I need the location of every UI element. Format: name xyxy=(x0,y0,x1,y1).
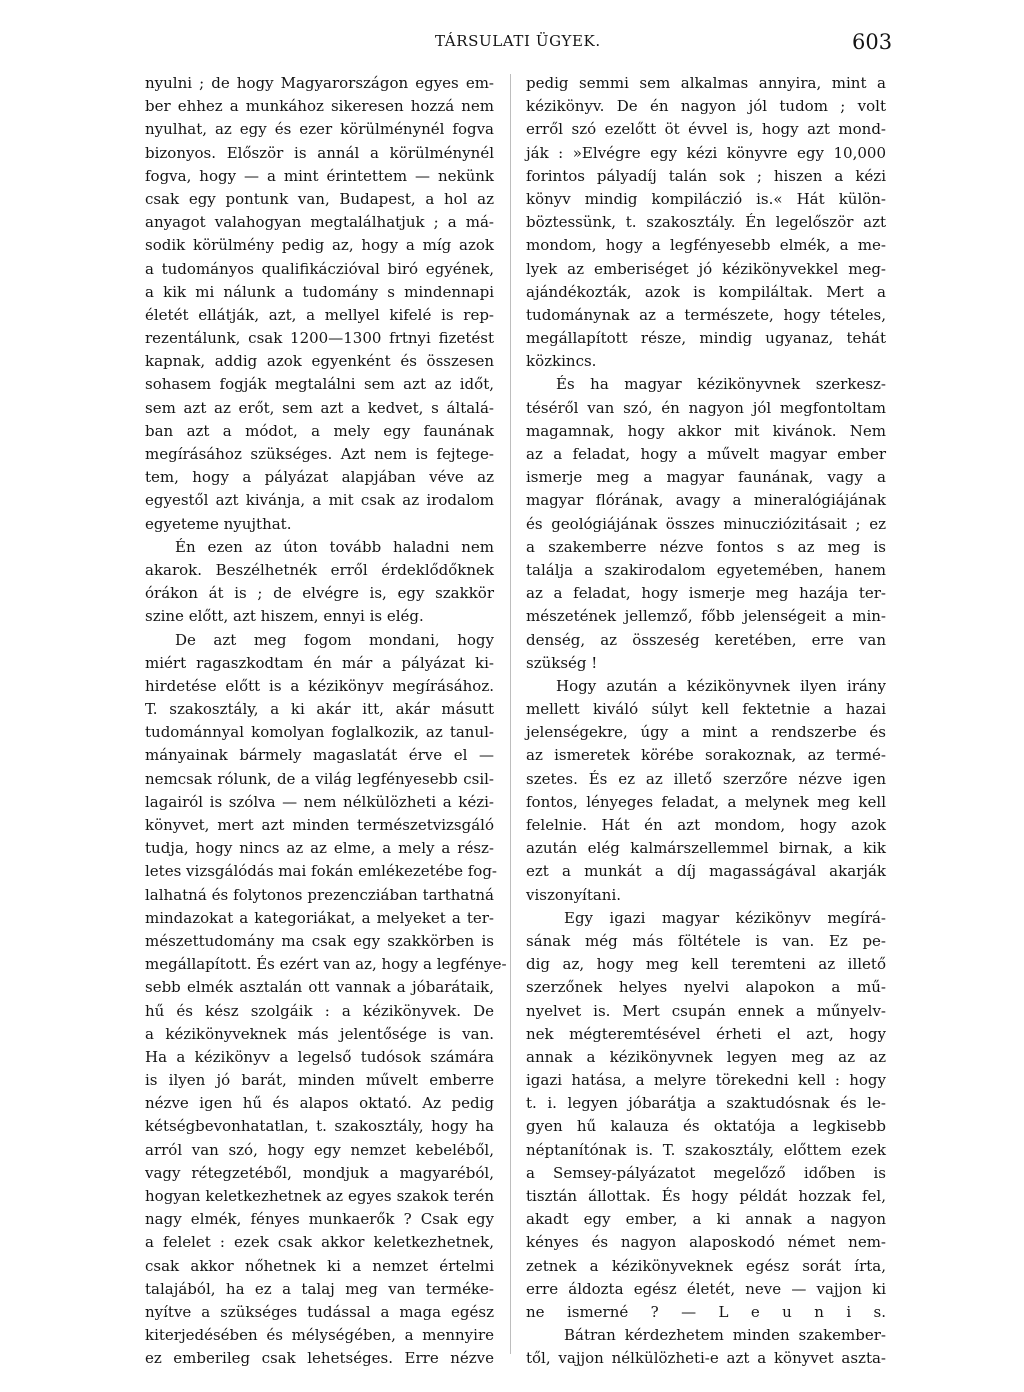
text-line: kapnak, addig azok egyenként és összesen xyxy=(145,352,494,371)
text-line: zetnek a kézikönyveknek egész sorát írta, xyxy=(526,1256,886,1275)
text-line: annak a kézikönyvnek legyen meg az az xyxy=(526,1047,886,1066)
text-line: könyv mindig kompiláczió is.« Hát külön- xyxy=(526,189,886,208)
text-line: nyítve a szükséges tudással a maga egész xyxy=(145,1302,494,1321)
text-line: az a feladat, hogy ismerje meg hazája ter- xyxy=(526,584,886,603)
text-line: ják : »Elvégre egy kézi könyvre egy 10,000 xyxy=(526,143,886,162)
text-line: ne ismerné ? — L e u n i s. xyxy=(526,1302,886,1321)
text-line: viszonyítani. xyxy=(526,885,622,904)
text-line: Ha a kézikönyv a legelső tudósok számára xyxy=(145,1047,494,1066)
text-line: nemcsak rólunk, de a világ legfényesebb csil- xyxy=(145,769,494,788)
text-line: Egy igazi magyar kézikönyv megírá- xyxy=(564,908,886,927)
text-line: mányainak bármely magaslatát érve el — xyxy=(145,746,494,765)
text-line: mellett kiváló súlyt kell fektetnie a hazai xyxy=(526,700,886,719)
text-line: órákon át is ; de elvégre is, egy szakkör xyxy=(145,584,494,603)
text-line: tudománnyal komolyan foglalkozik, az tanul- xyxy=(145,723,494,742)
text-line: kiterjedésében és mélységében, a mennyire xyxy=(145,1326,494,1345)
text-line: egyestől azt kivánja, a mit csak az irodalom xyxy=(145,491,494,510)
text-line: ber ehhez a munkához sikeresen hozzá nem xyxy=(145,97,494,116)
text-line: magyar flórának, avagy a mineralógiájának xyxy=(526,491,886,510)
text-line: kézikönyv. De én nagyon jól tudom ; volt xyxy=(526,97,886,116)
text-line: mindazokat a kategoriákat, a melyeket a ter- xyxy=(145,908,494,927)
text-line: az ismeretek körébe sorakoznak, az termé- xyxy=(526,746,886,765)
text-line: De azt meg fogom mondani, hogy xyxy=(175,630,494,649)
text-line: a Semsey-pályázatot megelőző időben is xyxy=(526,1163,886,1182)
text-line: nyulhat, az egy és ezer körülménynél fogva xyxy=(145,120,494,139)
text-line: a tudományos qualifikáczióval biró egyének, xyxy=(145,259,494,278)
text-line: lyek az emberiséget jó kézikönyvekkel meg- xyxy=(526,259,886,278)
text-line: ban azt a módot, a mely egy faunának xyxy=(145,421,494,440)
text-line: denség, az összeség keretében, erre van xyxy=(526,630,886,649)
text-line: kényes és nagyon alaposkodó német nem- xyxy=(526,1233,886,1252)
text-line: rezentálunk, csak 1200—1300 frtnyi fizetést xyxy=(145,329,494,348)
text-line: tudja, hogy nincs az az elme, a mely a rész- xyxy=(145,839,494,858)
text-line: egyeteme nyujthat. xyxy=(145,514,292,533)
text-line: a kézikönyveknek más jelentősége is van. xyxy=(145,1024,494,1043)
text-line: talajából, ha ez a talaj meg van terméke- xyxy=(145,1279,494,1298)
text-line: nyelvet is. Mert csupán ennek a műnyelv- xyxy=(526,1001,886,1020)
text-line: megállapított. És ezért van az, hogy a legfénye- xyxy=(145,955,507,974)
text-line: szükség ! xyxy=(526,653,598,672)
text-line: csak akkor nőhetnek ki a nemzet értelmi xyxy=(145,1256,494,1275)
text-line: sának még más föltétele is van. Ez pe- xyxy=(526,931,886,950)
text-line: sodik körülmény pedig az, hogy a míg azok xyxy=(145,236,494,255)
text-line: forintos pályadíj talán sok ; hiszen a kézi xyxy=(526,166,886,185)
text-line: sebb elmék asztalán ott vannak a jóbarátaik, xyxy=(145,978,494,997)
text-line: sohasem fogják megtalálni sem azt az időt, xyxy=(145,375,494,394)
text-line: arról van szó, hogy egy nemzet kebeléből, xyxy=(145,1140,494,1159)
text-line: azután elég kalmárszellemmel birnak, a kik xyxy=(526,839,886,858)
text-line: mondom, hogy a legfényesebb elmék, a me- xyxy=(526,236,886,255)
text-line: nek mégteremtésével érheti el azt, hogy xyxy=(526,1024,886,1043)
text-line: ez emberileg csak lehetséges. Erre nézve xyxy=(145,1349,494,1368)
text-line: szetes. És ez az illető szerzőre nézve igen xyxy=(526,769,886,788)
text-line: nézve igen hű és alapos oktató. Az pedig xyxy=(145,1094,494,1113)
text-line: szerzőnek helyes nyelvi alapokon a mű- xyxy=(526,978,886,997)
column-divider xyxy=(510,74,511,1354)
running-header xyxy=(0,30,1024,56)
text-line: szine előtt, azt hiszem, ennyi is elég. xyxy=(145,607,424,626)
text-line: anyagot valahogyan megtalálhatjuk ; a má- xyxy=(145,213,494,232)
text-line: hű és kész szolgáik : a kézikönyvek. De xyxy=(145,1001,494,1020)
text-line: téséről van szó, én nagyon jól megfontoltam xyxy=(526,398,886,417)
text-line: és geológiájának összes minucziózitásait ; ez xyxy=(526,514,886,533)
text-line: néptanítónak is. T. szakosztály, előttem ezek xyxy=(526,1140,886,1159)
text-line: magamnak, hogy akkor mit kivánok. Nem xyxy=(526,421,886,440)
text-line: könyvet, mert azt minden természetvizsgáló xyxy=(145,816,494,834)
text-line: lagairól is szólva — nem nélkülözheti a kézi- xyxy=(145,792,494,811)
text-line: vagy rétegzetéből, mondjuk a magyaréból, xyxy=(145,1163,494,1182)
text-line: ezt a munkát a díj magasságával akarják xyxy=(526,862,886,881)
text-line: miért ragaszkodtam én már a pályázat ki- xyxy=(145,653,494,672)
text-line: megállapított része, mindig ugyanaz, tehát xyxy=(526,329,886,348)
text-line: akarok. Beszélhetnék erről érdeklődőknek xyxy=(145,560,494,579)
text-line: ismerje meg a magyar faunának, vagy a xyxy=(526,468,886,487)
text-line: tisztán állottak. És hogy példát hozzak fel, xyxy=(526,1187,886,1205)
left-column xyxy=(145,72,507,1371)
text-line: Én ezen az úton tovább haladni nem xyxy=(175,537,494,556)
text-line: tem, hogy a pályázat alapjában véve az xyxy=(145,468,494,487)
text-line: találja a szakirodalom egyetemében, hanem xyxy=(526,560,886,579)
text-line: is ilyen jó barát, minden művelt emberre xyxy=(145,1071,494,1090)
text-line: fontos, lényeges feladat, a melynek meg kell xyxy=(526,792,886,811)
text-line: ajándékozták, azok is kompiláltak. Mert a xyxy=(526,282,886,301)
text-line: kétségbevonhatatlan, t. szakosztály, hogy ha xyxy=(145,1117,494,1136)
text-line: igazi hatása, a melyre törekedni kell : hogy xyxy=(526,1071,886,1090)
text-line: csak egy pontunk van, Budapest, a hol az xyxy=(145,189,494,208)
text-line: az a feladat, hogy a művelt magyar ember xyxy=(526,445,886,463)
text-line: fogva, hogy — a mint érintettem — nekünk xyxy=(145,166,494,185)
text-line: dig az, hogy meg kell teremteni az illető xyxy=(526,955,886,974)
text-line: mészettudomány ma csak egy szakkörben is xyxy=(145,931,494,950)
text-line: letes vizsgálódás mai fokán emlékezetébe fog- xyxy=(145,862,498,881)
text-line: lalhatná és folytonos prezencziában tarthatná xyxy=(145,885,494,904)
text-line: nyulni ; de hogy Magyarországon egyes em- xyxy=(145,74,494,92)
text-line: akadt egy ember, a ki annak a nagyon xyxy=(526,1210,886,1229)
text-line: felelnie. Hát én azt mondom, hogy azok xyxy=(526,816,886,834)
text-line: a kik mi nálunk a tudomány s mindennapi xyxy=(145,282,494,301)
text-line: jelenségekre, úgy a mint a rendszerbe és xyxy=(526,723,886,742)
text-line: t. i. legyen jóbarátja a szaktudósnak és le- xyxy=(526,1094,886,1113)
text-line: a szakemberre nézve fontos s az meg is xyxy=(526,537,886,556)
text-line: erre áldozta egész életét, neve — vajjon ki xyxy=(526,1279,886,1298)
text-line: gyen hű kalauza és oktatója a legkisebb xyxy=(526,1117,886,1136)
text-line: Hogy azután a kézikönyvnek ilyen irány xyxy=(556,676,886,695)
text-line: erről szó ezelőtt öt évvel is, hogy azt mond- xyxy=(526,120,886,139)
text-line: sem azt az erőt, sem azt a kedvet, s általá- xyxy=(145,398,494,417)
text-line: nagy elmék, fényes munkaerők ? Csak egy xyxy=(145,1210,494,1229)
text-line: hirdetése előtt is a kézikönyv megírásához. xyxy=(145,676,494,695)
text-line: életét ellátják, azt, a mellyel kifelé is rep- xyxy=(145,305,494,324)
right-column xyxy=(526,72,886,1371)
text-line: tudománynak az a természete, hogy tételes, xyxy=(526,305,886,324)
text-line: T. szakosztály, a ki akár itt, akár másutt xyxy=(145,700,494,719)
page-number: 603 xyxy=(852,30,893,54)
text-line: Bátran kérdezhetem minden szakember- xyxy=(564,1326,886,1345)
text-line: a felelet : ezek csak akkor keletkezhetnek, xyxy=(145,1233,494,1252)
text-line: mészetének jellemző, főbb jelenségeit a min- xyxy=(526,607,886,626)
text-line: től, vajjon nélkülözheti-e azt a könyvet aszta- xyxy=(526,1349,886,1368)
text-line: megírásához szükséges. Azt nem is fejtege- xyxy=(145,445,494,463)
text-line: közkincs. xyxy=(526,352,597,371)
text-line: És ha magyar kézikönyvnek szerkesz- xyxy=(556,375,886,394)
text-line: pedig semmi sem alkalmas annyira, mint a xyxy=(526,74,886,92)
header-title: TÁRSULATI ÜGYEK. xyxy=(435,32,601,50)
text-line: böztessünk, t. szakosztály. Én legelőször azt xyxy=(526,213,886,232)
text-line: hogyan keletkezhetnek az egyes szakok terén xyxy=(145,1187,494,1205)
text-line: bizonyos. Először is annál a körülménynél xyxy=(145,143,494,162)
